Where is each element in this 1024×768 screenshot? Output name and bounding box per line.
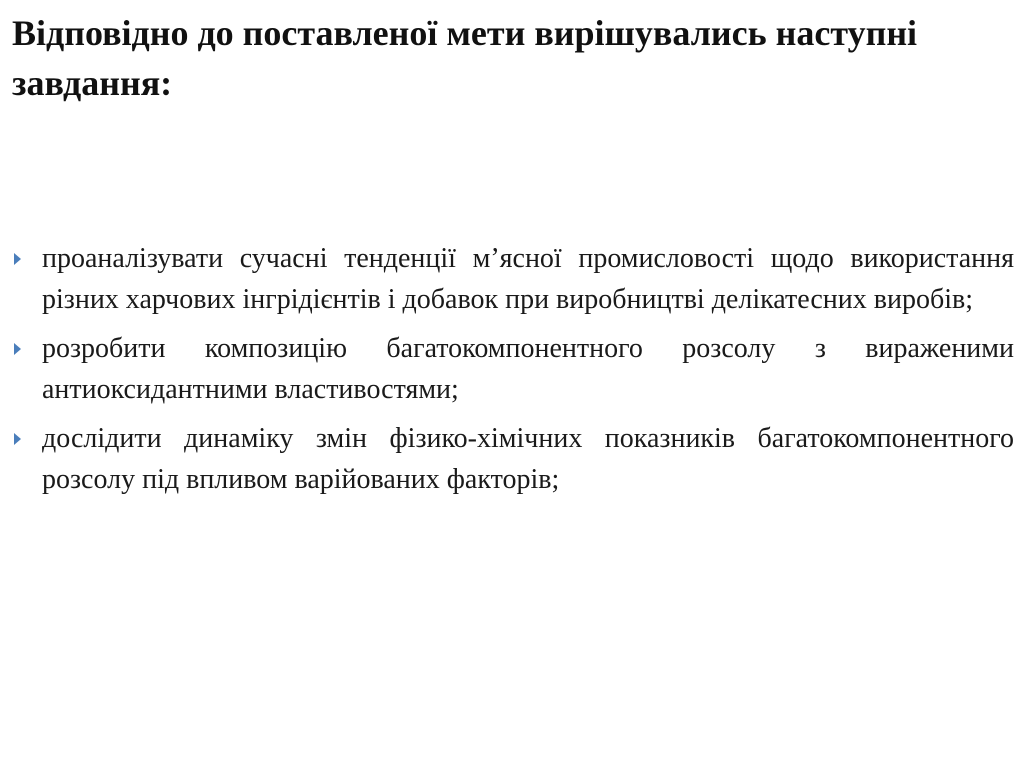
list-item: [10, 418, 1014, 500]
slide-title: Відповідно до поставленої мети вирішувались наступні завдання:: [12, 13, 918, 103]
triangle-bullet-icon: [14, 343, 21, 355]
task-list: [10, 238, 1014, 508]
triangle-bullet-icon: [14, 433, 21, 445]
list-item-text: розробити композицію багатокомпонентного розсолу з вираженими антиоксидантними властивостями;: [42, 333, 1014, 405]
list-item: [10, 238, 1014, 320]
list-item-text: дослідити динаміку змін фізико-хімічних показників багатокомпонентного розсолу під впливом варійованих факторів;: [42, 423, 1014, 495]
list-item: [10, 328, 1014, 410]
list-item-text: проаналізувати сучасні тенденції м’ясної промисловості щодо використання різних харчових інгрідієнтів і добавок при виробництві делікатесних виробів;: [42, 243, 1014, 315]
triangle-bullet-icon: [14, 253, 21, 265]
